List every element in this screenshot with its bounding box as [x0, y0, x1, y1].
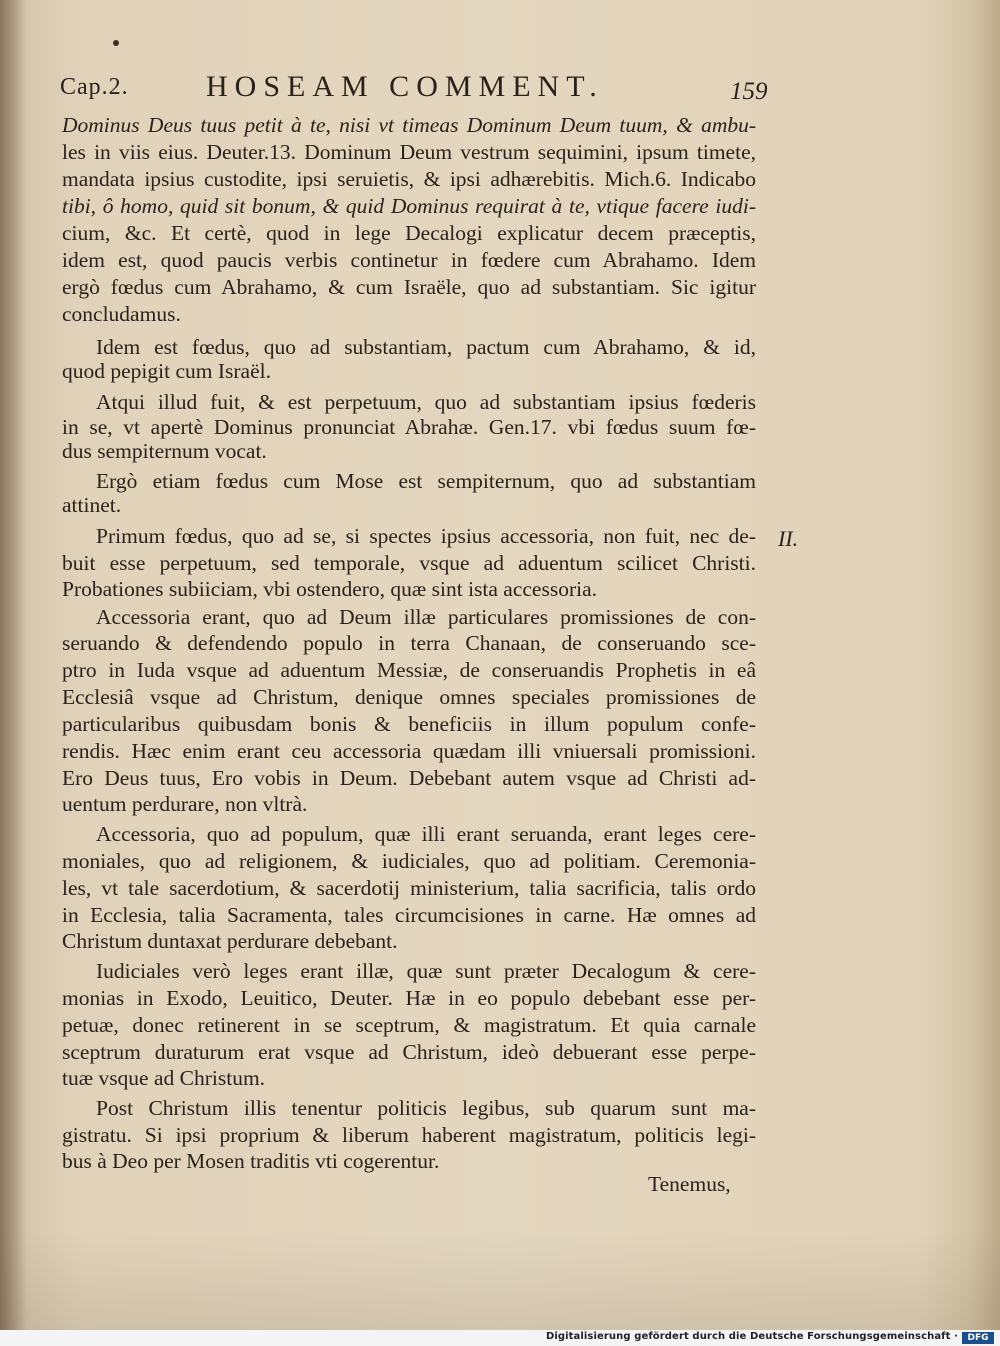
margin-note: II.: [778, 526, 799, 551]
text-line: Iudiciales verò leges erant illæ, quæ sunt præter Decalogum & cere-: [96, 959, 756, 983]
text-line: mandata ipsius custodite, ipsi seruietis, & ipsi adhærebitis. Mich.6. Indicabo: [62, 167, 756, 191]
text-line: Post Christum illis tenentur politicis legibus, sub quarum sunt ma-: [96, 1096, 756, 1120]
text-line: Dominus Deus tuus petit à te, nisi vt timeas Dominum Deum tuum, & ambu-: [62, 113, 756, 137]
gutter-shadow: [0, 0, 26, 1330]
text-line: Probationes subiiciam, vbi ostendero, quæ sint ista accessoria.: [62, 577, 598, 601]
chapter-heading: Cap.2.: [60, 74, 129, 100]
text-line: tuæ vsque ad Christum.: [62, 1066, 266, 1090]
page-shading: [0, 1230, 1000, 1330]
text-line: particularibus quibusdam bonis & beneficiis in illum populum confe-: [62, 712, 756, 736]
text-line: Christum duntaxat perdurare debebant.: [62, 929, 398, 953]
text-line: Ergò etiam fœdus cum Mose est sempiternum, quo ad substantiam: [96, 469, 756, 493]
text-line: attinet.: [62, 493, 122, 517]
ink-mark: [113, 40, 119, 46]
text-line: uentum perdurare, non vltrà.: [62, 792, 308, 816]
text-line: in Ecclesia, talia Sacramenta, tales circumcisiones in carne. Hæ omnes ad: [62, 903, 756, 927]
running-title: HOSEAM COMMENT.: [206, 70, 604, 103]
text-line: monias in Exodo, Leuitico, Deuter. Hæ in eo populo debebant esse per-: [62, 986, 756, 1010]
text-line: dus sempiternum vocat.: [62, 439, 267, 463]
text-line: idem est, quod paucis verbis continetur in fœdere cum Abrahamo. Idem: [62, 248, 756, 272]
text-line: sceptrum duraturum erat vsque ad Christum, ideò debuerant esse perpe-: [62, 1040, 756, 1064]
text-line: ergò fœdus cum Abrahamo, & cum Israële, quo ad substantiam. Sic igitur: [62, 275, 756, 299]
text-line: Accessoria, quo ad populum, quæ illi erant seruanda, erant leges cere-: [96, 822, 756, 846]
digitization-footer: [0, 1330, 1000, 1346]
text-line: in se, vt apertè Dominus pronunciat Abrahæ. Gen.17. vbi fœdus suum fœ-: [62, 415, 756, 439]
text-line: les, vt tale sacerdotium, & sacerdotij ministerium, talia sacrificia, talis ordo: [62, 876, 756, 900]
text-line: moniales, quo ad religionem, & iudiciales, quo ad politiam. Ceremonia-: [62, 849, 756, 873]
text-line: petuæ, donec retinerent in se sceptrum, & magistratum. Et quia carnale: [62, 1013, 756, 1037]
text-line: Ero Deus tuus, Ero vobis in Deum. Debebant autem vsque ad Christi ad-: [62, 766, 756, 790]
text-line: les in viis eius. Deuter.13. Dominum Deum vestrum sequimini, ipsum timete,: [62, 140, 756, 164]
text-line: ptro in Iuda vsque ad aduentum Messiæ, de conseruandis Prophetis in eâ: [62, 658, 756, 682]
text-line: seruando & defendendo populo in terra Chanaan, de conseruando sce-: [62, 631, 756, 655]
page-number: 159: [730, 78, 768, 105]
text-line: concludamus.: [62, 302, 181, 326]
text-line: tibi, ô homo, quid sit bonum, & quid Dominus requirat à te, vtique facere iudi-: [62, 194, 756, 218]
text-line: cium, &c. Et certè, quod in lege Decalogi explicatur decem præceptis,: [62, 221, 756, 245]
text-line: quod pepigit cum Israël.: [62, 359, 271, 383]
text-line: Idem est fœdus, quo ad substantiam, pactum cum Abrahamo, & id,: [96, 335, 756, 359]
text-line: rendis. Hæc enim erant ceu accessoria quædam illi vniuersali promissioni.: [62, 739, 756, 763]
text-line: Accessoria erant, quo ad Deum illæ particulares promissiones de con-: [96, 605, 756, 629]
funding-notice: Digitalisierung gefördert durch die Deutsche Forschungsgemeinschaft ·: [545, 1331, 958, 1342]
text-line: bus à Deo per Mosen traditis vti cogerentur.: [62, 1149, 440, 1173]
text-line: gistratu. Si ipsi proprium & liberum haberent magistratum, politicis legi-: [62, 1123, 756, 1147]
catchword: Tenemus,: [648, 1172, 731, 1196]
text-line: Ecclesiâ vsque ad Christum, denique omnes speciales promissiones de: [62, 685, 756, 709]
dfg-logo-icon: DFG: [962, 1332, 994, 1344]
text-line: Atqui illud fuit, & est perpetuum, quo ad substantiam ipsius fœderis: [96, 390, 756, 414]
text-line: buit esse perpetuum, sed temporale, vsque ad aduentum scilicet Christi.: [62, 551, 756, 575]
text-line: Primum fœdus, quo ad se, si spectes ipsius accessoria, non fuit, nec de-: [96, 524, 756, 548]
